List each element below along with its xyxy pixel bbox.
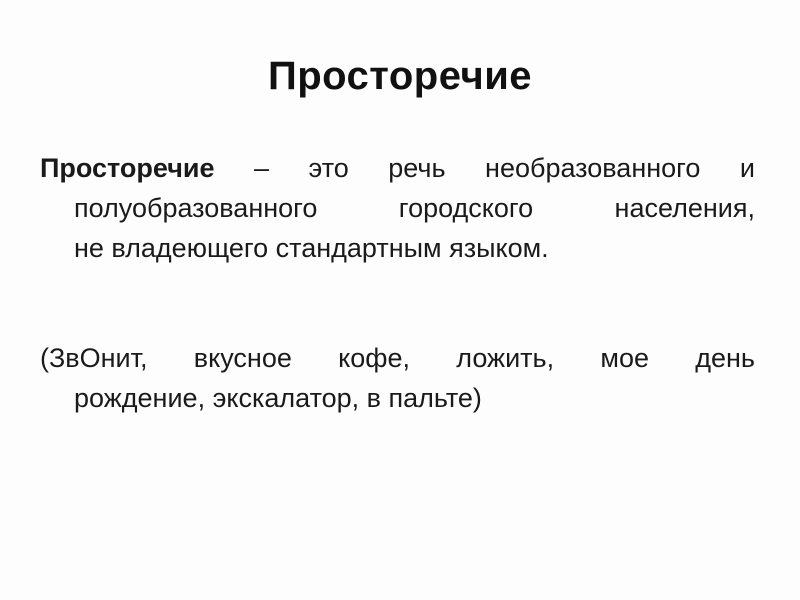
definition-line-1 bbox=[40, 148, 755, 188]
definition-line-1-text: – это речь необразованного и bbox=[214, 153, 755, 183]
definition-term: Просторечие bbox=[40, 153, 215, 183]
definition-line-3: не владеющего стандартным языком. bbox=[74, 233, 549, 263]
examples-line-1: (ЗвОнит, вкусное кофе, ложить, мое день bbox=[40, 343, 755, 373]
examples-line-2: рождение, экскалатор, в пальте) bbox=[74, 383, 482, 413]
slide-title: Просторечие bbox=[267, 54, 533, 98]
definition-line-2: полуобразованного городского населения, bbox=[74, 193, 755, 223]
examples-paragraph bbox=[40, 338, 755, 418]
definition-paragraph bbox=[40, 148, 755, 268]
